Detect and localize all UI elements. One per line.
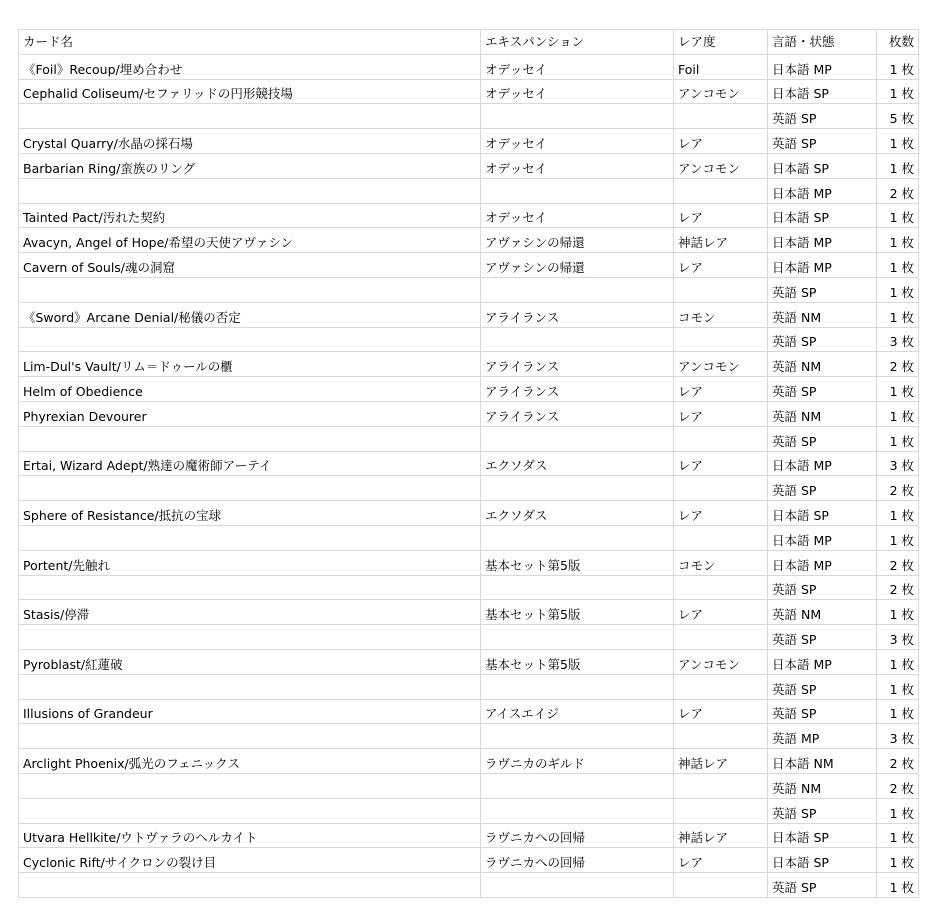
table-row xyxy=(19,426,919,451)
cell-card-name: Ertai, Wizard Adept/熟達の魔術師アーテイ xyxy=(19,451,481,476)
cell-language-condition: 英語 SP xyxy=(768,699,877,724)
table-row xyxy=(19,625,919,650)
cell-language-condition: 日本語 MP xyxy=(768,649,877,674)
header-card-name: カード名 xyxy=(19,30,481,55)
cell-quantity: 1 枚 xyxy=(877,79,919,104)
table-row xyxy=(19,773,919,798)
cell-language-condition: 英語 SP xyxy=(768,674,877,699)
cell-rarity: レア xyxy=(674,451,768,476)
header-language-condition: 言語・状態 xyxy=(768,30,877,55)
cell-rarity: アンコモン xyxy=(674,79,768,104)
cell-rarity xyxy=(674,277,768,302)
cell-quantity: 1 枚 xyxy=(877,153,919,178)
cell-card-name xyxy=(19,773,481,798)
cell-card-name: Portent/先触れ xyxy=(19,550,481,575)
table-row xyxy=(19,550,919,575)
cell-expansion xyxy=(481,625,674,650)
table-row xyxy=(19,352,919,377)
cell-rarity: レア xyxy=(674,699,768,724)
cell-quantity: 1 枚 xyxy=(877,873,919,898)
cell-rarity: レア xyxy=(674,253,768,278)
cell-expansion: エクソダス xyxy=(481,501,674,526)
cell-language-condition: 日本語 SP xyxy=(768,153,877,178)
cell-rarity xyxy=(674,178,768,203)
cell-rarity xyxy=(674,525,768,550)
cell-card-name: Arclight Phoenix/弧光のフェニックス xyxy=(19,749,481,774)
cell-expansion: エクソダス xyxy=(481,451,674,476)
cell-expansion: オデッセイ xyxy=(481,153,674,178)
cell-card-name: Utvara Hellkite/ウトヴァラのヘルカイト xyxy=(19,823,481,848)
cell-expansion: 基本セット第5版 xyxy=(481,649,674,674)
header-expansion: エキスパンション xyxy=(481,30,674,55)
cell-quantity: 2 枚 xyxy=(877,550,919,575)
cell-rarity xyxy=(674,773,768,798)
cell-expansion: アライランス xyxy=(481,401,674,426)
cell-rarity: レア xyxy=(674,848,768,873)
cell-expansion: アライランス xyxy=(481,302,674,327)
cell-quantity: 1 枚 xyxy=(877,426,919,451)
cell-quantity: 2 枚 xyxy=(877,476,919,501)
cell-quantity: 1 枚 xyxy=(877,54,919,79)
cell-quantity: 5 枚 xyxy=(877,104,919,129)
cell-rarity: コモン xyxy=(674,550,768,575)
cell-expansion: アヴァシンの帰還 xyxy=(481,253,674,278)
cell-quantity: 1 枚 xyxy=(877,674,919,699)
cell-expansion xyxy=(481,327,674,352)
cell-expansion xyxy=(481,476,674,501)
cell-rarity: レア xyxy=(674,377,768,402)
cell-language-condition: 日本語 SP xyxy=(768,501,877,526)
table-row xyxy=(19,798,919,823)
cell-rarity xyxy=(674,674,768,699)
cell-card-name xyxy=(19,674,481,699)
table-row xyxy=(19,253,919,278)
cell-language-condition: 英語 SP xyxy=(768,377,877,402)
cell-expansion: オデッセイ xyxy=(481,203,674,228)
cell-rarity xyxy=(674,575,768,600)
cell-quantity: 1 枚 xyxy=(877,525,919,550)
cell-expansion xyxy=(481,873,674,898)
cell-quantity: 2 枚 xyxy=(877,178,919,203)
cell-language-condition: 日本語 MP xyxy=(768,525,877,550)
cell-card-name xyxy=(19,525,481,550)
table-row xyxy=(19,203,919,228)
cell-rarity: アンコモン xyxy=(674,153,768,178)
cell-expansion: 基本セット第5版 xyxy=(481,600,674,625)
cell-language-condition: 英語 SP xyxy=(768,625,877,650)
cell-language-condition: 英語 SP xyxy=(768,476,877,501)
cell-quantity: 1 枚 xyxy=(877,277,919,302)
table-row xyxy=(19,228,919,253)
cell-card-name: Avacyn, Angel of Hope/希望の天使アヴァシン xyxy=(19,228,481,253)
cell-expansion: アライランス xyxy=(481,352,674,377)
cell-rarity: Foil xyxy=(674,54,768,79)
cell-language-condition: 英語 SP xyxy=(768,277,877,302)
cell-expansion xyxy=(481,104,674,129)
cell-rarity: アンコモン xyxy=(674,649,768,674)
cell-card-name xyxy=(19,476,481,501)
cell-expansion: アヴァシンの帰還 xyxy=(481,228,674,253)
cell-expansion xyxy=(481,674,674,699)
table-row xyxy=(19,501,919,526)
table-row xyxy=(19,848,919,873)
cell-card-name: Lim-Dul's Vault/リム＝ドゥールの櫃 xyxy=(19,352,481,377)
cell-card-name: Illusions of Grandeur xyxy=(19,699,481,724)
header-row xyxy=(19,30,919,55)
cell-rarity xyxy=(674,327,768,352)
cell-rarity: レア xyxy=(674,203,768,228)
cell-quantity: 1 枚 xyxy=(877,401,919,426)
cell-expansion xyxy=(481,426,674,451)
cell-expansion: オデッセイ xyxy=(481,79,674,104)
cell-expansion xyxy=(481,277,674,302)
cell-expansion: オデッセイ xyxy=(481,54,674,79)
cell-quantity: 1 枚 xyxy=(877,600,919,625)
cell-language-condition: 英語 SP xyxy=(768,426,877,451)
cell-quantity: 2 枚 xyxy=(877,749,919,774)
cell-card-name xyxy=(19,625,481,650)
cell-quantity: 1 枚 xyxy=(877,798,919,823)
cell-language-condition: 英語 NM xyxy=(768,352,877,377)
cell-quantity: 1 枚 xyxy=(877,253,919,278)
cell-card-name xyxy=(19,277,481,302)
cell-language-condition: 英語 SP xyxy=(768,327,877,352)
cell-card-name: Stasis/停滞 xyxy=(19,600,481,625)
cell-rarity xyxy=(674,724,768,749)
table-row xyxy=(19,178,919,203)
cell-card-name: Cyclonic Rift/サイクロンの裂け目 xyxy=(19,848,481,873)
table-row xyxy=(19,302,919,327)
cell-card-name: 《Sword》Arcane Denial/秘儀の否定 xyxy=(19,302,481,327)
cell-card-name xyxy=(19,724,481,749)
cell-rarity: レア xyxy=(674,401,768,426)
cell-card-name: Helm of Obedience xyxy=(19,377,481,402)
table-row xyxy=(19,54,919,79)
cell-quantity: 1 枚 xyxy=(877,848,919,873)
cell-card-name xyxy=(19,873,481,898)
cell-card-name: 《Foil》Recoup/埋め合わせ xyxy=(19,54,481,79)
cell-rarity: レア xyxy=(674,129,768,154)
cell-rarity: レア xyxy=(674,600,768,625)
table-row xyxy=(19,873,919,898)
cell-language-condition: 日本語 MP xyxy=(768,253,877,278)
cell-card-name: Sphere of Resistance/抵抗の宝球 xyxy=(19,501,481,526)
cell-language-condition: 英語 NM xyxy=(768,773,877,798)
table-row xyxy=(19,277,919,302)
table-row xyxy=(19,104,919,129)
cell-language-condition: 英語 MP xyxy=(768,724,877,749)
cell-rarity: 神話レア xyxy=(674,823,768,848)
cell-expansion xyxy=(481,773,674,798)
cell-language-condition: 英語 NM xyxy=(768,302,877,327)
cell-expansion: ラヴニカへの回帰 xyxy=(481,823,674,848)
cell-card-name: Cavern of Souls/魂の洞窟 xyxy=(19,253,481,278)
table-row xyxy=(19,153,919,178)
cell-expansion: 基本セット第5版 xyxy=(481,550,674,575)
table-row xyxy=(19,823,919,848)
cell-language-condition: 日本語 MP xyxy=(768,550,877,575)
cell-rarity xyxy=(674,426,768,451)
cell-card-name: Crystal Quarry/水晶の採石場 xyxy=(19,129,481,154)
cell-quantity: 2 枚 xyxy=(877,773,919,798)
table-row xyxy=(19,525,919,550)
cell-rarity xyxy=(674,476,768,501)
cell-language-condition: 英語 NM xyxy=(768,600,877,625)
cell-card-name xyxy=(19,426,481,451)
cell-quantity: 3 枚 xyxy=(877,724,919,749)
cell-language-condition: 英語 SP xyxy=(768,104,877,129)
cell-language-condition: 日本語 MP xyxy=(768,178,877,203)
cell-language-condition: 日本語 MP xyxy=(768,451,877,476)
cell-quantity: 1 枚 xyxy=(877,823,919,848)
cell-card-name xyxy=(19,327,481,352)
cell-quantity: 2 枚 xyxy=(877,352,919,377)
cell-language-condition: 英語 SP xyxy=(768,873,877,898)
cell-language-condition: 日本語 NM xyxy=(768,749,877,774)
cell-language-condition: 日本語 SP xyxy=(768,79,877,104)
cell-expansion xyxy=(481,798,674,823)
cell-rarity: アンコモン xyxy=(674,352,768,377)
cell-card-name: Barbarian Ring/蛮族のリング xyxy=(19,153,481,178)
table-row xyxy=(19,377,919,402)
cell-quantity: 1 枚 xyxy=(877,649,919,674)
table-row xyxy=(19,724,919,749)
cell-rarity xyxy=(674,873,768,898)
cell-expansion xyxy=(481,178,674,203)
cell-rarity: 神話レア xyxy=(674,749,768,774)
cell-quantity: 3 枚 xyxy=(877,625,919,650)
cell-card-name: Tainted Pact/汚れた契約 xyxy=(19,203,481,228)
table-row xyxy=(19,401,919,426)
cell-card-name: Pyroblast/紅蓮破 xyxy=(19,649,481,674)
cell-quantity: 1 枚 xyxy=(877,129,919,154)
cell-quantity: 1 枚 xyxy=(877,228,919,253)
table-row xyxy=(19,327,919,352)
cell-expansion xyxy=(481,525,674,550)
table-row xyxy=(19,674,919,699)
cell-card-name xyxy=(19,178,481,203)
cell-expansion: アイスエイジ xyxy=(481,699,674,724)
cell-card-name: Cephalid Coliseum/セファリッドの円形競技場 xyxy=(19,79,481,104)
header-rarity: レア度 xyxy=(674,30,768,55)
cell-language-condition: 英語 SP xyxy=(768,129,877,154)
cell-expansion: ラヴニカへの回帰 xyxy=(481,848,674,873)
cell-quantity: 1 枚 xyxy=(877,501,919,526)
cell-expansion: アライランス xyxy=(481,377,674,402)
cell-expansion xyxy=(481,575,674,600)
table-body xyxy=(19,54,919,897)
cell-language-condition: 英語 SP xyxy=(768,798,877,823)
cell-quantity: 2 枚 xyxy=(877,575,919,600)
table-row xyxy=(19,649,919,674)
cell-quantity: 3 枚 xyxy=(877,451,919,476)
cell-rarity xyxy=(674,798,768,823)
table-row xyxy=(19,476,919,501)
cell-expansion: オデッセイ xyxy=(481,129,674,154)
cell-language-condition: 日本語 SP xyxy=(768,848,877,873)
cell-card-name xyxy=(19,798,481,823)
cell-language-condition: 英語 NM xyxy=(768,401,877,426)
table-row xyxy=(19,129,919,154)
cell-rarity: レア xyxy=(674,501,768,526)
cell-card-name xyxy=(19,575,481,600)
table-row xyxy=(19,749,919,774)
cell-quantity: 1 枚 xyxy=(877,203,919,228)
cell-language-condition: 日本語 SP xyxy=(768,823,877,848)
table-row xyxy=(19,451,919,476)
cell-quantity: 1 枚 xyxy=(877,377,919,402)
header-quantity: 枚数 xyxy=(877,30,919,55)
table-row xyxy=(19,575,919,600)
cell-language-condition: 日本語 SP xyxy=(768,203,877,228)
cell-rarity xyxy=(674,625,768,650)
cell-expansion xyxy=(481,724,674,749)
cell-rarity: コモン xyxy=(674,302,768,327)
cell-rarity: 神話レア xyxy=(674,228,768,253)
cell-quantity: 1 枚 xyxy=(877,699,919,724)
cell-card-name xyxy=(19,104,481,129)
table-row xyxy=(19,600,919,625)
cell-quantity: 3 枚 xyxy=(877,327,919,352)
table-row xyxy=(19,699,919,724)
cell-card-name: Phyrexian Devourer xyxy=(19,401,481,426)
cell-quantity: 1 枚 xyxy=(877,302,919,327)
cell-language-condition: 日本語 MP xyxy=(768,54,877,79)
table-row xyxy=(19,79,919,104)
cell-rarity xyxy=(674,104,768,129)
cell-language-condition: 英語 SP xyxy=(768,575,877,600)
card-inventory-table xyxy=(18,29,919,898)
cell-expansion: ラヴニカのギルド xyxy=(481,749,674,774)
cell-language-condition: 日本語 MP xyxy=(768,228,877,253)
